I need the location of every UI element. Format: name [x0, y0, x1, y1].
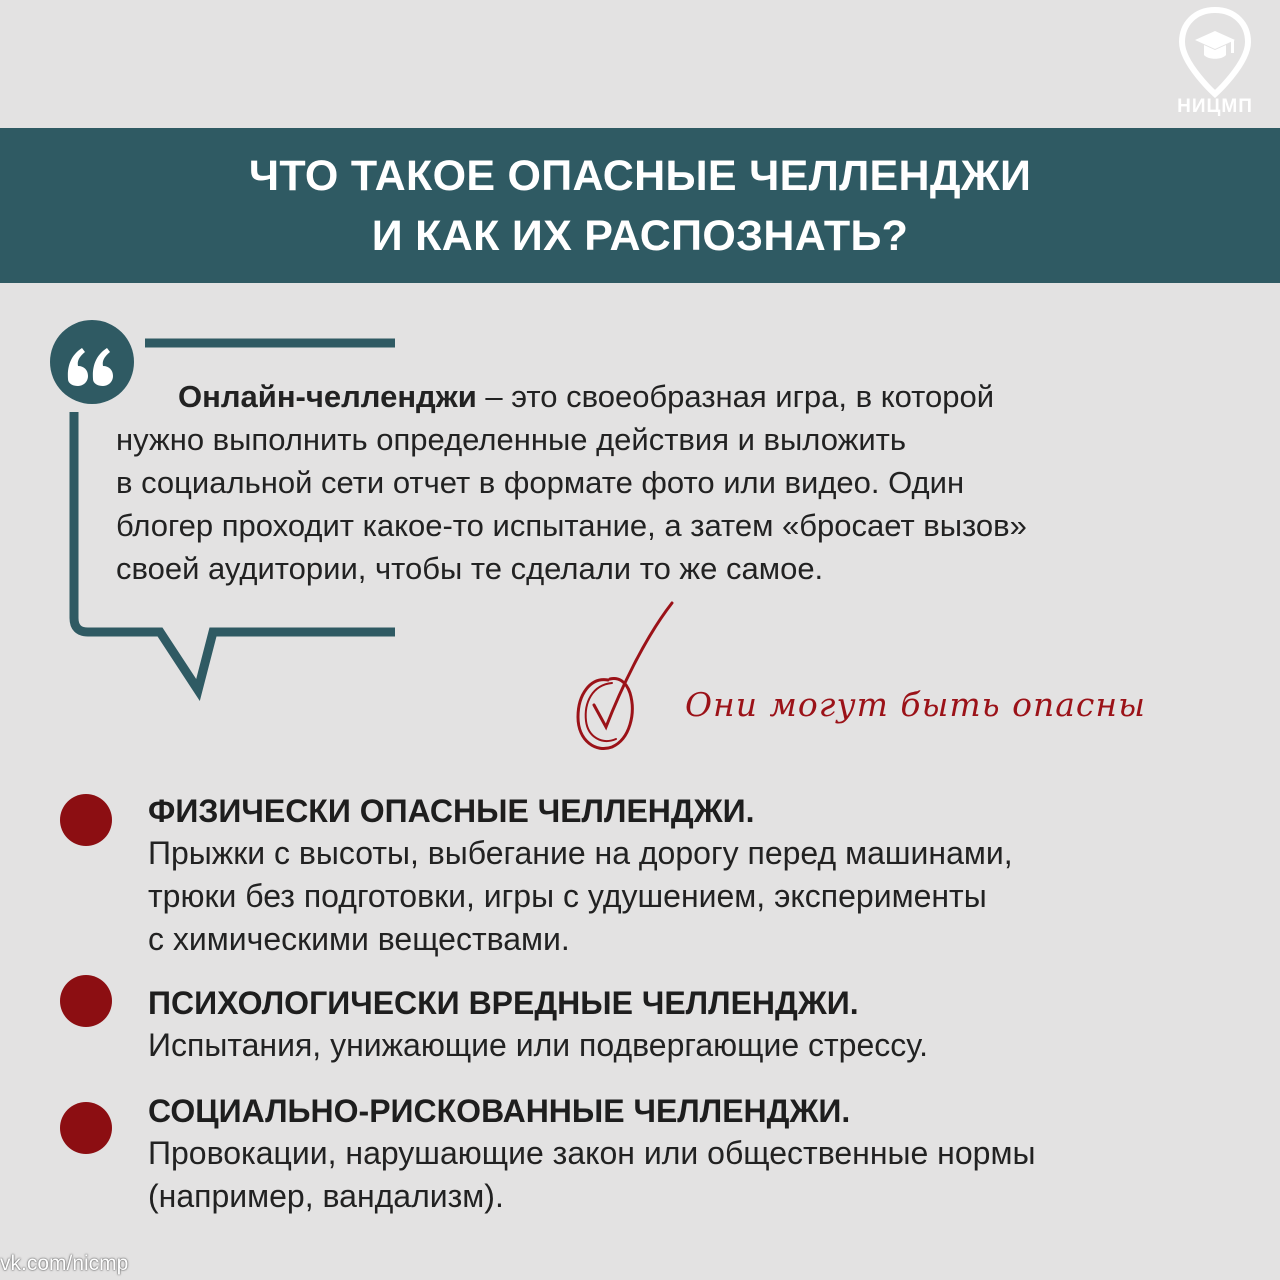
category-line: Прыжки с высоты, выбегание на дорогу перед машинами,: [148, 835, 1013, 871]
category-line: Провокации, нарушающие закон или общественные нормы: [148, 1135, 1036, 1171]
category-description: [148, 1132, 1248, 1218]
quote-line-1-rest: – это своеобразная игра, в которой: [476, 379, 995, 414]
category-heading: ФИЗИЧЕСКИ ОПАСНЫЕ ЧЕЛЛЕНДЖИ.: [148, 793, 755, 829]
category-heading: СОЦИАЛЬНО-РИСКОВАННЫЕ ЧЕЛЛЕНДЖИ.: [148, 1093, 851, 1129]
category-body: [148, 982, 1248, 1067]
handwritten-note: Они могут быть опасны: [685, 685, 1147, 724]
category-description: [148, 1024, 1248, 1067]
category-body: [148, 1090, 1248, 1218]
bullet-dot: [60, 1102, 112, 1154]
category-line: Испытания, унижающие или подвергающие стрессу.: [148, 1027, 928, 1063]
category-body: [148, 790, 1248, 961]
page-title-line-2: И КАК ИХ РАСПОЗНАТЬ?: [371, 211, 909, 260]
logo-text: НИЦМП: [1177, 96, 1253, 117]
category-line: (например, вандализм).: [148, 1178, 504, 1214]
check-mark-icon: [560, 595, 690, 765]
quote-term: Онлайн-челленджи: [178, 379, 477, 414]
category-heading: ПСИХОЛОГИЧЕСКИ ВРЕДНЫЕ ЧЕЛЛЕНДЖИ.: [148, 985, 859, 1021]
footer-link[interactable]: vk.com/nicmp: [0, 1252, 129, 1275]
logo: [1160, 6, 1270, 124]
category-description: [148, 832, 1248, 961]
bullet-dot: [60, 975, 112, 1027]
quote-line-1: [116, 375, 1226, 418]
graduation-cap-pin-icon: [1178, 6, 1252, 98]
category-line: трюки без подготовки, игры с удушением, эксперименты: [148, 878, 987, 914]
quote-line-2: нужно выполнить определенные действия и выложить: [116, 422, 907, 457]
quote-line-5: своей аудитории, чтобы те сделали то же самое.: [116, 551, 824, 586]
page-title-line-1: ЧТО ТАКОЕ ОПАСНЫЕ ЧЕЛЛЕНДЖИ: [248, 151, 1032, 200]
quote-line-3: в социальной сети отчет в формате фото или видео. Один: [116, 465, 965, 500]
quote-line-4: блогер проходит какое-то испытание, а затем «бросает вызов»: [116, 508, 1027, 543]
bullet-dot: [60, 794, 112, 846]
category-line: с химическими веществами.: [148, 921, 570, 957]
title-band: [0, 128, 1280, 283]
quote-text: [116, 375, 1226, 590]
